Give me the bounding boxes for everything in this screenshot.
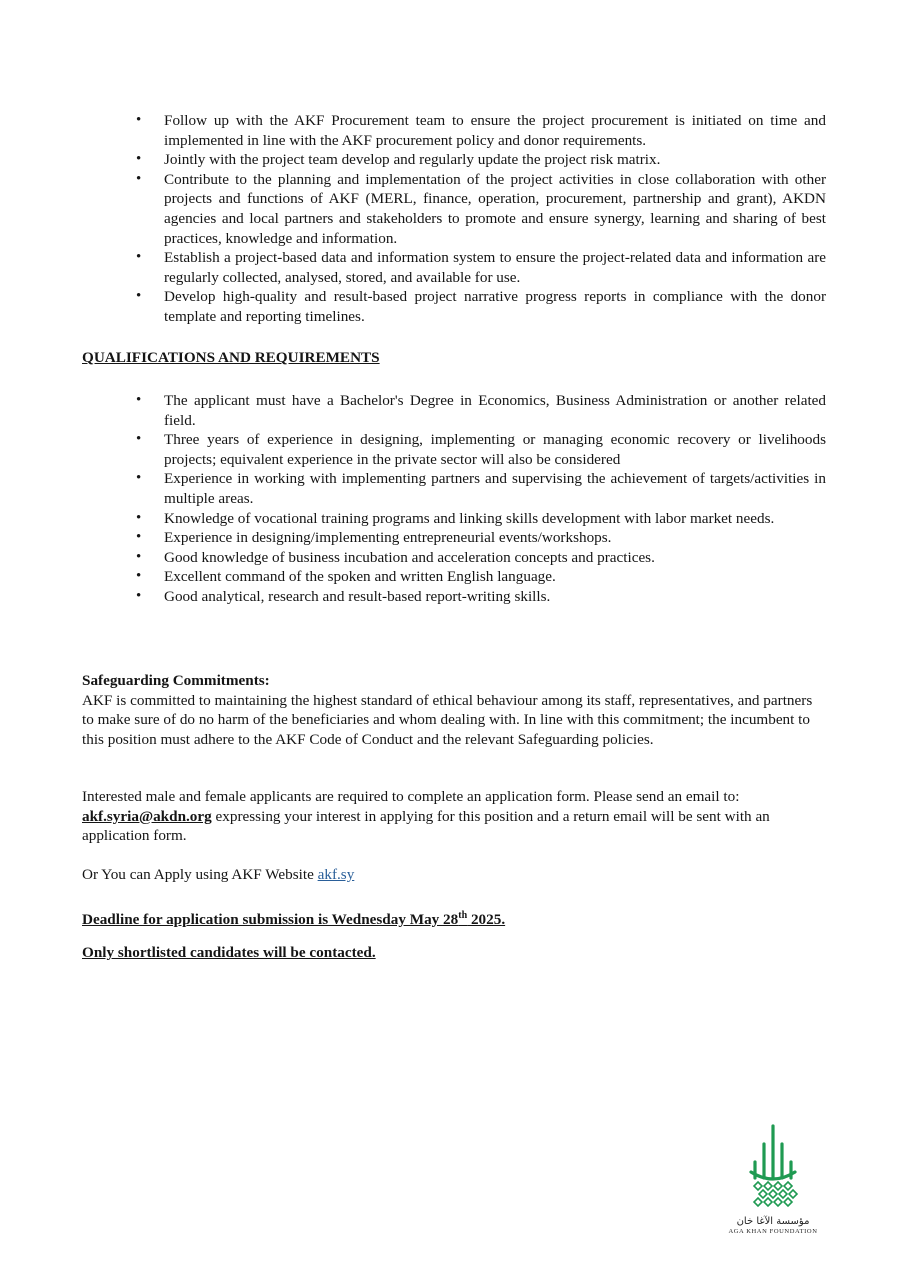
safeguarding-body: AKF is committed to maintaining the highest standard of ethical behaviour among its staff, representatives, and partners to make sure of do no harm of the beneficiaries and whom dealing with. In line with this commitment; the incumbent to this position must adhere to the AKF Code of Conduct and the relevant Safeguarding policies. (82, 691, 813, 748)
list-item: • Good analytical, research and result-based report-writing skills. (136, 587, 826, 607)
deadline-prefix: Deadline for application submission is Wednesday May 28 (82, 911, 459, 929)
logo-english-name: AGA KHAN FOUNDATION (728, 1228, 818, 1235)
qualifications-heading: QUALIFICATIONS AND REQUIREMENTS (82, 349, 380, 366)
list-item: • Contribute to the planning and implementation of the project activities in close collaboration with other projects and functions of AKF (MERL, finance, operation, procurement, partnership and grant), AKDN agencies and local partners and stakeholders to promote and ensure synergy, learning and sharing of best practices, knowledge and information. (136, 170, 826, 248)
list-item: • The applicant must have a Bachelor's Degree in Economics, Business Administration or another related field. (136, 391, 826, 430)
email-link[interactable]: akf.syria@akdn.org (82, 807, 212, 825)
deadline-year: 2025. (467, 911, 506, 929)
website-line (82, 865, 826, 885)
qualifications-list (136, 391, 826, 607)
safeguarding-title: Safeguarding Commitments: (82, 672, 270, 689)
list-item: • Establish a project-based data and information system to ensure the project-related data and information are regularly collected, analysed, stored, and available for use. (136, 248, 826, 287)
list-item: • Good knowledge of business incubation and acceleration concepts and practices. (136, 548, 826, 568)
akf-emblem-icon (747, 1122, 799, 1214)
list-item: • Follow up with the AKF Procurement team to ensure the project procurement is initiated on time and implemented in line with the AKF procurement policy and donor requirements. (136, 111, 826, 150)
application-outro: expressing your interest in applying for this position and a return email will be sent with an application form. (82, 807, 770, 845)
list-item: • Experience in working with implementing partners and supervising the achievement of targets/activities in multiple areas. (136, 469, 826, 508)
list-item: • Excellent command of the spoken and written English language. (136, 567, 826, 587)
deadline-notice (82, 906, 826, 930)
list-item: • Three years of experience in designing, implementing or managing economic recovery or livelihoods projects; equivalent experience in the private sector will also be considered (136, 430, 826, 469)
website-prefix: Or You can Apply using AKF Website (82, 866, 318, 883)
list-item: • Develop high-quality and result-based project narrative progress reports in compliance with the donor template and reporting timelines. (136, 287, 826, 326)
list-item: • Jointly with the project team develop and regularly update the project risk matrix. (136, 150, 826, 170)
aga-khan-foundation-logo (718, 1122, 828, 1252)
list-item: • Knowledge of vocational training programs and linking skills development with labor market needs. (136, 509, 826, 529)
application-intro: Interested male and female applicants are required to complete an application form. Please send an email to: (82, 788, 740, 805)
safeguarding-section (82, 671, 826, 749)
responsibilities-list (136, 111, 826, 327)
list-item: • Experience in designing/implementing entrepreneurial events/workshops. (136, 528, 826, 548)
application-instructions (82, 787, 826, 846)
logo-arabic-name: مؤسسة الآغا خان (736, 1216, 810, 1227)
deadline-ordinal: th (458, 910, 468, 921)
website-link[interactable]: akf.sy (317, 866, 355, 883)
shortlist-notice: Only shortlisted candidates will be contacted. (82, 944, 376, 961)
